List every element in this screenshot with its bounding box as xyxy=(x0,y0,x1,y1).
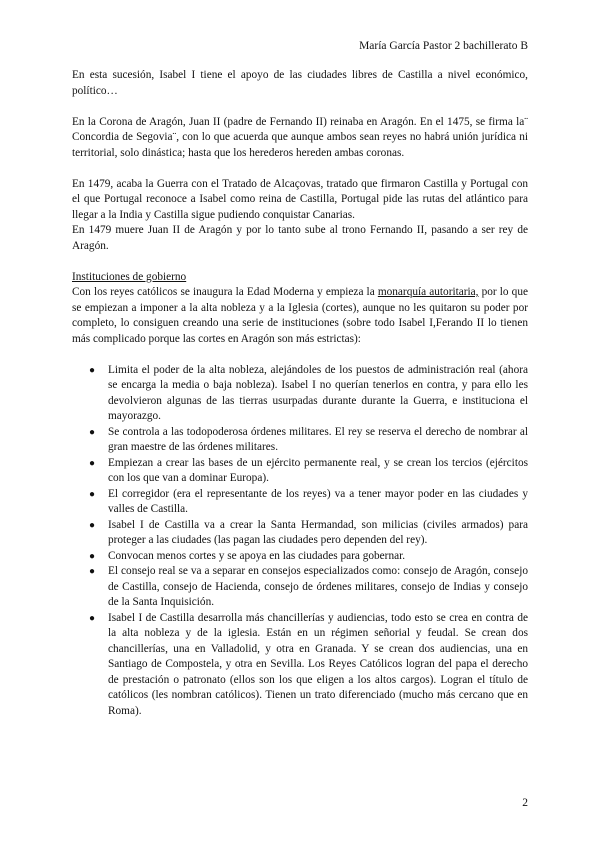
list-item-text: Empiezan a crear las bases de un ejército permanente real, y se crean los tercios (ejércitos con los que van a dominar Europa). xyxy=(108,456,528,484)
paragraph-tratado-alcacovas: En 1479, acaba la Guerra con el Tratado de Alcaçovas, tratado que firmaron Castilla y Portugal con el que Portugal reconoce a Isabel como reina de Castilla, Portugal pide las rutas del atlántico para llegar a la India y Castilla sigue pudiendo conquistar Canarias. xyxy=(72,177,528,221)
paragraph-corona-aragon: En la Corona de Aragón, Juan II (padre de Fernando II) reinaba en Aragón. En el 1475, se firma la¨ Concordia de Segovia¨, con lo que acuerda que aunque ambos sean reyes no habrá unión jurídica ni territorial, solo dinástica; hasta que los herederos hereden ambas coronas. xyxy=(72,115,528,159)
intro-underlined-term: monarquía autoritaria, xyxy=(377,286,479,298)
bullet-icon: ● xyxy=(89,364,96,376)
list-item xyxy=(72,425,528,456)
bullet-icon: ● xyxy=(89,612,96,624)
list-item xyxy=(72,487,528,518)
intro-text-after: por lo que se empiezan a imponer a la alta nobleza y a la Iglesia (cortes), aunque no les quitaron su poder por completo, lo consiguen creando una serie de instituciones (sobre todo Isabel I,Ferando II lo tienen más complicado porque las cortes en Aragón son más estrictas): xyxy=(72,286,528,345)
list-item xyxy=(72,363,528,425)
list-item xyxy=(72,564,528,611)
bullet-icon: ● xyxy=(89,457,96,469)
bullet-icon: ● xyxy=(89,566,96,577)
list-item xyxy=(72,549,528,565)
list-item xyxy=(72,518,528,549)
bullet-icon: ● xyxy=(89,550,96,562)
bullet-icon: ● xyxy=(89,426,96,438)
section-heading: Instituciones de gobierno xyxy=(72,270,187,283)
bullet-icon: ● xyxy=(89,488,96,500)
document-body xyxy=(72,68,528,719)
list-item-text: El consejo real se va a separar en consejos especializados como: consejo de Aragón, consejo de Castilla, consejo de Hacienda, consejo de órdenes militares, consejo de Indias y consejo de la Santa Inquisición. xyxy=(108,565,528,608)
list-item xyxy=(72,456,528,487)
list-item-text: Isabel I de Castilla desarrolla más chancillerías y audiencias, todo esto se crea en contra de la alta nobleza y de la iglesia. Están en un régimen señorial y feudal. Se crean dos chancillerías, una en Valladolid, y otra en Granada. Y se crean dos audiencias, una en Santiago de Compostela, y otra en Sevilla. Los Reyes Católicos logran del papa el derecho de prestación o patronato (ellos son los que eligen a los altos cargos). Logran el título de católicos (les nombran católicos). Tienen un trato diferenciado (mucho más cercano que en Roma). xyxy=(108,611,528,717)
paragraph-isabel-support: En esta sucesión, Isabel I tiene el apoyo de las ciudades libres de Castilla a nivel económico, político… xyxy=(72,69,528,97)
page-number: 2 xyxy=(522,797,528,809)
list-item-text: Convocan menos cortes y se apoya en las ciudades para gobernar. xyxy=(108,549,406,562)
bullet-icon: ● xyxy=(89,519,96,531)
section-intro xyxy=(72,285,528,347)
page-header-author: María García Pastor 2 bachillerato B xyxy=(359,40,528,52)
list-item-text: Se controla a las todopoderosa órdenes militares. El rey se reserva el derecho de nombrar al gran maestre de las órdenes militares. xyxy=(108,425,528,453)
intro-text-before: Con los reyes católicos se inaugura la Edad Moderna y empieza la xyxy=(72,286,378,298)
list-item-text: Limita el poder de la alta nobleza, alejándoles de los puestos de administración real (ahora se encarga la media o baja nobleza). Isabel I no querían tenerlos en contra, y para ello les devolvieron algunas de las tierras usurpadas durante durante la Guerra, e instituciona el mayorazgo. xyxy=(108,363,528,422)
institutions-list xyxy=(72,363,528,720)
paragraph-muerte-juan-ii: En 1479 muere Juan II de Aragón y por lo tanto sube al trono Fernando II, pasando a ser rey de Aragón. xyxy=(72,224,528,252)
list-item xyxy=(72,611,528,720)
list-item-text: Isabel I de Castilla va a crear la Santa Hermandad, son milicias (civiles armados) para proteger a las ciudades (las pagan las ciudades pero dependen del rey). xyxy=(108,518,528,546)
list-item-text: El corregidor (era el representante de los reyes) va a tener mayor poder en las ciudades y valles de Castilla. xyxy=(108,487,528,515)
